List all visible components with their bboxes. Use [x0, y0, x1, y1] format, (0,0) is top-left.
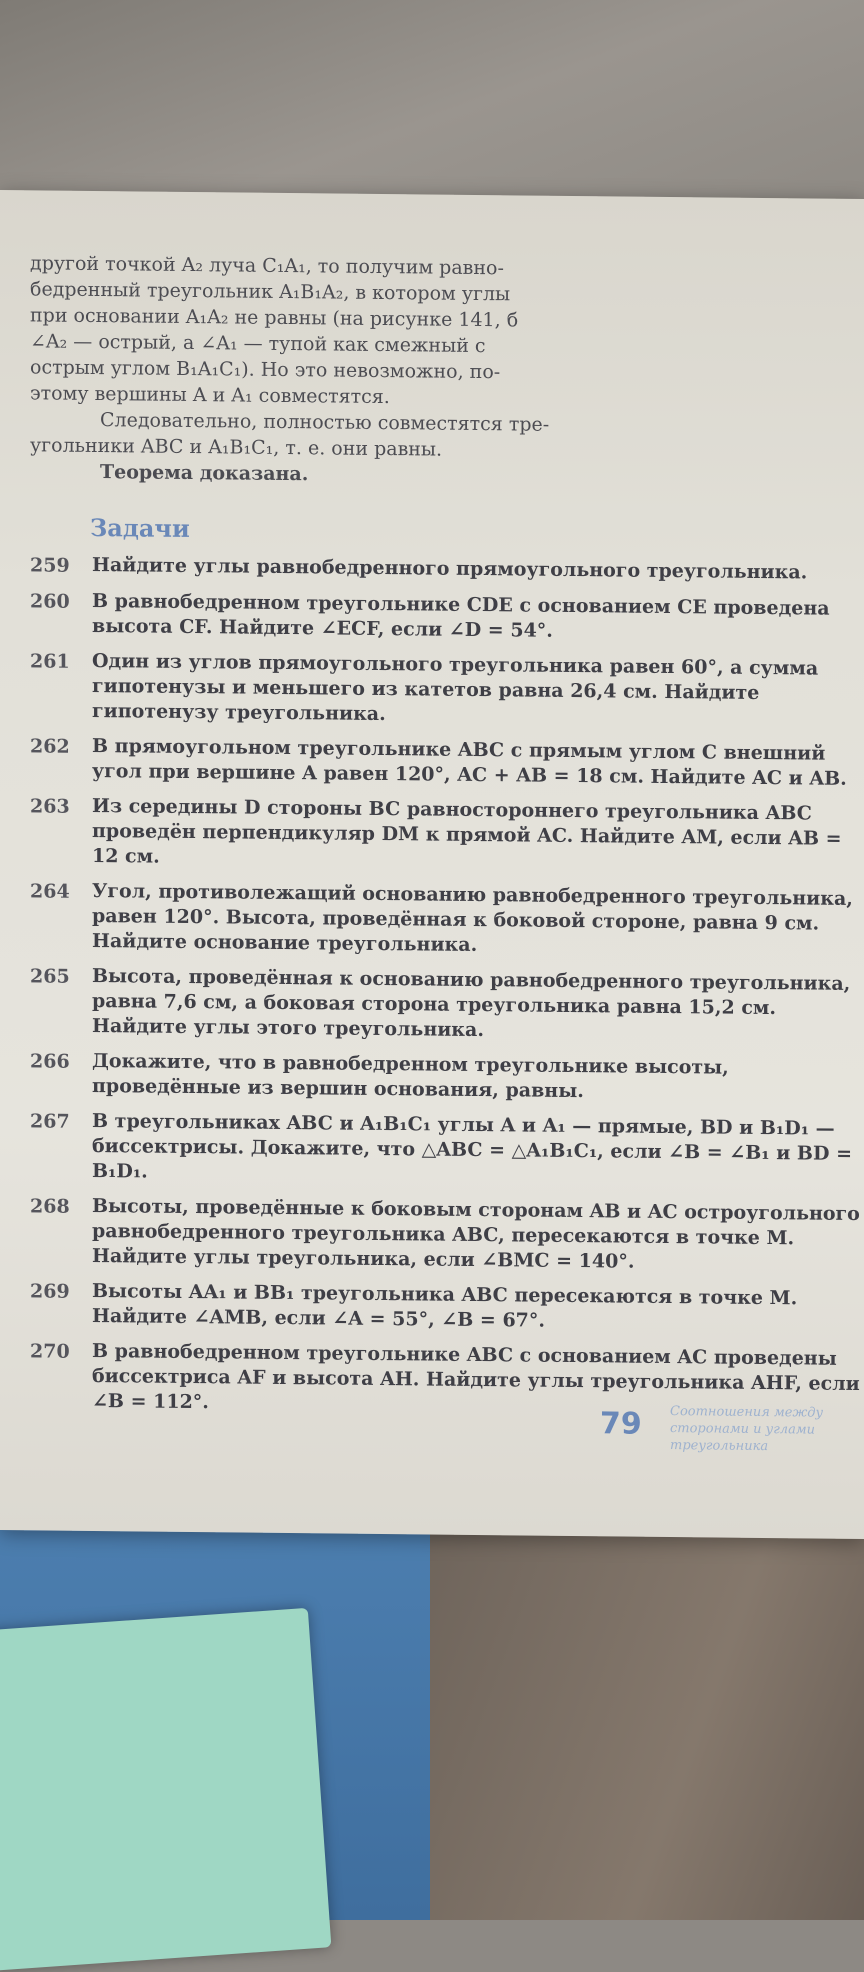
intro-paragraph: [30, 250, 860, 415]
problem-item: [30, 1193, 860, 1277]
problem-item: [30, 1108, 860, 1192]
green-sheet: [0, 1608, 331, 1972]
problem-text: Один из углов прямоугольного треугольника равен 60°, а сумма гипотенузы и меньшего из катетов равна 26,4 см. Найдите гипотенузу треугольника.: [92, 649, 819, 726]
problem-text: В равнобедренном треугольнике ABC с основанием AC проведены биссектриса AF и высота AH. Найдите углы треугольника AHF, если ∠B = 112°.: [92, 1339, 860, 1414]
problem-number: 270: [30, 1340, 70, 1363]
problem-text: Высоты, проведённые к боковым сторонам AB и AC остроугольного равнобедренного треугольника ABC, пересекаются в точке M. Найдите углы треугольника, если ∠BMC = 140°.: [92, 1194, 860, 1273]
page-footer: [600, 1406, 864, 1479]
intro-line: ∠A₂ — острый, а ∠A₁ — тупой как смежный с: [30, 330, 486, 358]
problem-item: [30, 878, 860, 962]
conclusion-line: Следовательно, полностью совместятся тре-: [100, 409, 550, 436]
problem-text: Высота, проведённая к основанию равнобедренного треугольника, равна 7,6 см, а боковая сторона треугольника равна 15,2 см. Найдите углы этого треугольника.: [92, 964, 851, 1042]
problem-number: 263: [30, 795, 70, 818]
problem-number: 259: [30, 554, 70, 577]
intro-line: острым углом B₁A₁C₁). Но это невозможно, по-: [30, 356, 501, 384]
problem-item: [30, 648, 860, 732]
intro-line: при основании A₁A₂ не равны (на рисунке 141, б: [30, 304, 519, 332]
problem-number: 266: [30, 1050, 70, 1073]
theorem-proved: Теорема доказана.: [100, 461, 309, 486]
conclusion-paragraph: [30, 406, 860, 493]
problem-number: 260: [30, 590, 70, 613]
problem-text: Найдите углы равнобедренного прямоугольного треугольника.: [92, 553, 808, 584]
problem-text: Угол, противолежащий основанию равнобедренного треугольника, равен 120°. Высота, проведённая к боковой стороне, равна 9 см. Найдите основание треугольника.: [92, 879, 853, 956]
problem-number: 269: [30, 1280, 70, 1303]
problem-item: [30, 1278, 860, 1337]
page-number: 79: [600, 1406, 642, 1442]
table-surface: [430, 1500, 864, 1920]
problem-list: [30, 552, 860, 1422]
problem-item: [30, 733, 860, 792]
problem-text: Из середины D стороны BC равностороннего треугольника ABC проведён перпендикуляр DM к прямой AC. Найдите AM, если AB = 12 см.: [92, 794, 842, 868]
problem-item: [30, 963, 860, 1047]
conclusion-line: угольники ABC и A₁B₁C₁, т. е. они равны.: [30, 434, 443, 461]
page-content: [30, 250, 860, 1432]
problem-text: В прямоугольном треугольнике ABC с прямым углом C внешний угол при вершине A равен 120°, AC + AB = 18 см. Найдите AC и AB.: [92, 734, 847, 790]
intro-line: бедренный треугольник A₁B₁A₂, в котором углы: [30, 278, 511, 306]
problem-number: 265: [30, 965, 70, 988]
problem-number: 268: [30, 1195, 70, 1218]
problem-text: В равнобедренном треугольнике CDE с основанием CE проведена высота CF. Найдите ∠ECF, если ∠D = 54°.: [92, 589, 830, 642]
problem-number: 262: [30, 735, 70, 758]
intro-line: этому вершины A и A₁ совместятся.: [30, 382, 390, 409]
problem-item: [30, 1048, 860, 1107]
problem-item: [30, 793, 860, 877]
problem-item: [30, 552, 860, 587]
problem-text: Докажите, что в равнобедренном треугольнике высоты, проведённые из вершин основания, равны.: [92, 1049, 729, 1103]
intro-line: другой точкой A₂ луча C₁A₁, то получим равно-: [30, 252, 504, 280]
book-page: [0, 190, 864, 1539]
section-heading: Задачи: [90, 512, 190, 543]
problem-number: 264: [30, 880, 70, 903]
problem-number: 267: [30, 1110, 70, 1133]
problem-text: В треугольниках ABC и A₁B₁C₁ углы A и A₁ — прямые, BD и B₁D₁ — биссектрисы. Докажите, что △ABC = △A₁B₁C₁, если ∠B = ∠B₁ и BD = B₁D₁.: [92, 1109, 852, 1183]
problem-item: [30, 588, 860, 647]
section-title: Соотношения между сторонами и углами треугольника: [670, 1404, 824, 1455]
problem-text: Высоты AA₁ и BB₁ треугольника ABC пересекаются в точке M. Найдите ∠AMB, если ∠A = 55°, ∠B = 67°.: [92, 1279, 798, 1332]
problem-number: 261: [30, 650, 70, 673]
